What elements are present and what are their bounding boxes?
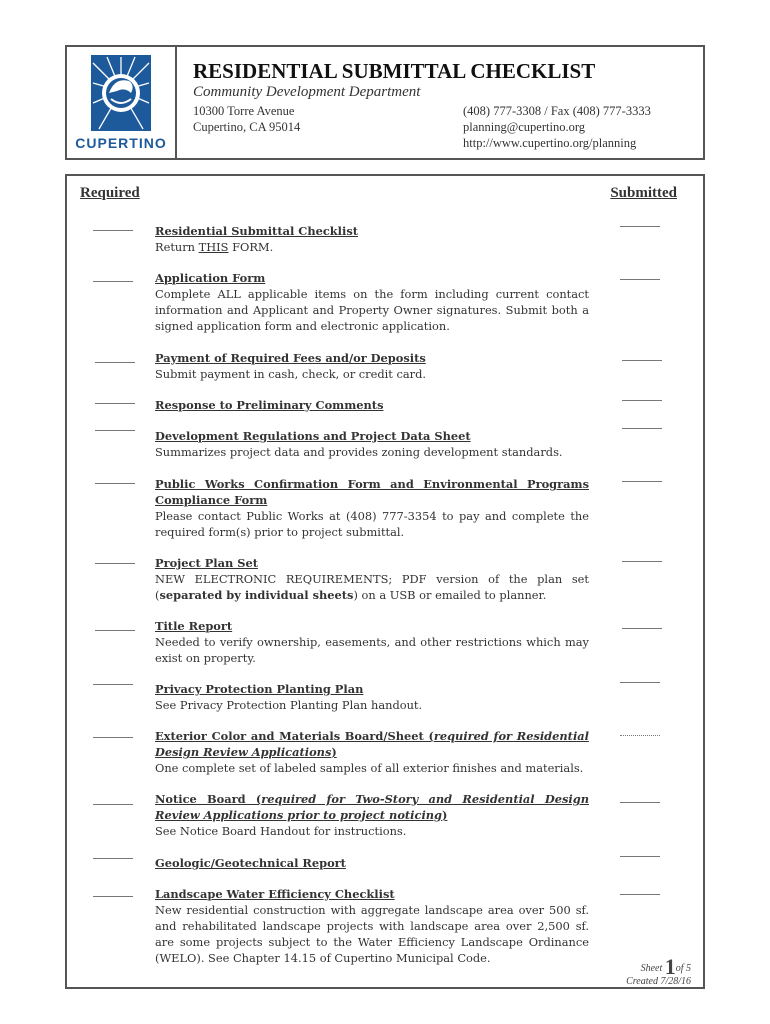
required-blank-1[interactable] [93,230,133,231]
required-blank-2[interactable] [93,281,133,282]
item-title: Payment of Required Fees and/or Deposits [155,351,426,365]
item-title: Public Works Confirmation Form and Environmental Programs Compliance Form [155,477,589,507]
sheet-current: 1 [664,954,676,979]
item-description [155,239,589,255]
submitted-blank-6[interactable] [622,481,662,482]
logo-wordmark: CUPERTINO [75,135,167,151]
item-title: Response to Preliminary Comments [155,398,384,412]
sheet-total: of 5 [675,963,691,974]
required-blank-11[interactable] [93,804,133,805]
item-desc-text: NEW ELECTRONIC REQUIREMENTS; PDF version of the plan set ( [155,572,589,602]
item-title [155,792,589,822]
required-blank-3[interactable] [95,362,135,363]
item-title-text: ) [331,745,337,759]
item-description: New residential construction with aggregate landscape area over 500 sf. and rehabilitated landscape projects with landscape area over 2,500 sf. are some projects subject to the Water Efficiency Landscape Ordinance (WELO). See Chapter 14.15 of Cupertino Municipal Code. [155,903,589,965]
required-blank-6[interactable] [95,483,135,484]
item-title: Landscape Water Efficiency Checklist [155,887,395,901]
item-title-text: Notice Board ( [155,792,262,806]
item-description [155,571,589,603]
website-url: http://www.cupertino.org/planning [463,136,637,150]
item-description: One complete set of labeled samples of all exterior finishes and materials. [155,761,584,775]
item-title-note: required for Two-Story and Residential Design Review Applications prior to project noticing [155,792,589,822]
item-desc-text: FORM. [228,240,274,254]
checklist-item-preliminary-comments [155,397,589,413]
item-description: Summarizes project data and provides zoning development standards. [155,445,563,459]
required-blank-12[interactable] [93,858,133,859]
item-description: Please contact Public Works at (408) 777-3354 to pay and complete the required form(s) prior to project submittal. [155,509,589,539]
submitted-blank-12[interactable] [620,856,660,857]
created-date: Created 7/28/16 [626,976,691,987]
checklist-item-fees [155,350,589,382]
required-column-header: Required [80,185,140,201]
sheet-label: Sheet [640,963,663,974]
checklist-item-title-report [155,618,589,666]
item-title: Residential Submittal Checklist [155,224,359,238]
submitted-blank-2[interactable] [620,279,660,280]
item-title: Privacy Protection Planting Plan [155,682,364,696]
item-title-note: required for Residential Design Review Applications [155,729,589,759]
item-desc-emphasis: THIS [198,240,229,254]
submitted-blank-9[interactable] [620,682,660,683]
checklist-item-application-form [155,270,589,334]
submitted-blank-10[interactable] [620,735,660,736]
item-title: Development Regulations and Project Data Sheet [155,429,471,443]
item-title-text: Exterior Color and Materials Board/Sheet ( [155,729,434,743]
item-description: Complete ALL applicable items on the form including current contact information and Applicant and Property Owner signatures. Submit both a signed application form and electronic application. [155,287,589,333]
cupertino-seal-icon [89,53,153,133]
submitted-blank-8[interactable] [622,628,662,629]
address-line-1: 10300 Torre Avenue [193,104,295,118]
checklist-box [65,174,705,989]
checklist-item-notice-board [155,791,589,839]
checklist-item-public-works [155,476,589,540]
submitted-column-header: Submitted [610,185,677,201]
checklist-item-exterior-color [155,728,589,776]
item-description: See Privacy Protection Planting Plan handout. [155,698,423,712]
item-title-text: ) [442,808,448,822]
item-title: Title Report [155,619,233,633]
item-desc-text: ) on a USB or emailed to planner. [353,588,547,602]
required-blank-7[interactable] [95,563,135,564]
item-title: Project Plan Set [155,556,258,570]
submitted-blank-1[interactable] [620,226,660,227]
checklist-item-geotechnical [155,855,589,871]
checklist-item-landscape-water [155,886,589,966]
item-description: See Notice Board Handout for instructions. [155,824,407,838]
submitted-blank-5[interactable] [622,428,662,429]
submitted-blank-11[interactable] [620,802,660,803]
submitted-blank-7[interactable] [622,561,662,562]
item-description: Submit payment in cash, check, or credit card. [155,367,426,381]
address-line-2: Cupertino, CA 95014 [193,120,301,134]
required-blank-13[interactable] [93,896,133,897]
required-blank-8[interactable] [95,630,135,631]
checklist-item-development-regulations [155,428,589,460]
submitted-blank-4[interactable] [622,400,662,401]
item-description: Needed to verify ownership, easements, and other restrictions which may exist on property. [155,635,589,665]
item-title [155,729,589,759]
checklist-item-privacy-planting [155,681,589,713]
checklist-item-submittal-checklist [155,223,589,255]
email-address: planning@cupertino.org [463,120,586,134]
submitted-blank-3[interactable] [622,360,662,361]
item-title: Geologic/Geotechnical Report [155,856,346,870]
document-header [65,45,705,160]
required-blank-4[interactable] [95,403,135,404]
submitted-blank-13[interactable] [620,894,660,895]
department-name: Community Development Department [193,84,421,100]
required-blank-5[interactable] [95,430,135,431]
item-desc-emphasis: separated by individual sheets [159,588,354,602]
required-blank-9[interactable] [93,684,133,685]
city-logo [67,47,177,158]
required-blank-10[interactable] [93,737,133,738]
checklist-item-project-plan-set [155,555,589,603]
item-title: Application Form [155,271,266,285]
phone-fax: (408) 777-3308 / Fax (408) 777-3333 [463,104,651,118]
item-desc-text: Return [155,240,199,254]
page-title: RESIDENTIAL SUBMITTAL CHECKLIST [193,59,596,83]
